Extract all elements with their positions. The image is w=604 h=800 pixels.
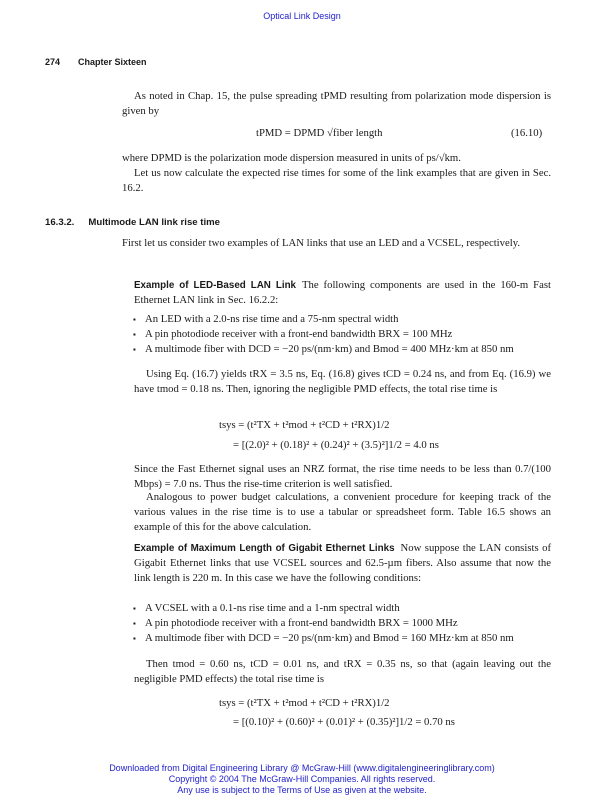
footer-copyright: Copyright © 2004 The McGraw-Hill Companies. All rights reserved.: [168, 774, 436, 784]
example2-calc: Then tmod = 0.60 ns, tCD = 0.01 ns, and tRX = 0.35 ns, so that (again leaving out the negligible PMD effects) the total rise time is: [134, 658, 551, 685]
list-item: ▪ A multimode fiber with DCD = −20 ps/(nm·km) and Bmod = 160 MHz·km at 850 nm: [133, 631, 573, 646]
example1-title: Example of LED-Based LAN Link: [134, 280, 296, 291]
footer-terms-link[interactable]: Any use is subject to the Terms of Use as given at the website.: [177, 785, 427, 795]
section-intro: First let us consider two examples of LAN links that use an LED and a VCSEL, respectively.: [122, 237, 521, 249]
intro-paragraph-2: Let us now calculate the expected rise times for some of the link examples that are given in Sec. 16.2.: [122, 167, 551, 194]
running-head: [45, 57, 147, 67]
chapter-title: Chapter Sixteen: [78, 57, 147, 67]
example2-equation-line2: = [(0.10)² + (0.60)² + (0.01)² + (0.35)²]1/2 = 0.70 ns: [233, 716, 455, 728]
list-item: ▪ A VCSEL with a 0.1-ns rise time and a 1-nm spectral width: [133, 601, 573, 616]
list-item: ▪ A pin photodiode receiver with a front-end bandwidth BRX = 100 MHz: [133, 327, 573, 342]
example1-lead: The following components are used in the 160-m Fast Ethernet LAN link in Sec. 16.2.2:: [134, 279, 551, 306]
section-number: 16.3.2.: [45, 217, 75, 228]
example2-equation-line1: tsys = (t²TX + t²mod + t²CD + t²RX)1/2: [219, 697, 390, 709]
example1-paragraph: [134, 278, 551, 308]
example2-lead: Now suppose the LAN consists of Gigabit Ethernet links that use VCSEL sources and 62.5-µm fibers. Also assume that now the link length is 220 m. In this case we have the following conditions:: [134, 542, 552, 584]
example1-equation-line1: tsys = (t²TX + t²mod + t²CD + t²RX)1/2: [219, 419, 390, 431]
example2-list: [133, 601, 573, 646]
example1-after: Since the Fast Ethernet signal uses an NRZ format, the rise time needs to be less than 0.7/(100 Mbps) = 7.0 ns. Thus the rise-time criterion is well satisfied.: [134, 463, 551, 490]
example1-equation-line2: = [(2.0)² + (0.18)² + (0.24)² + (3.5)²]1/2 = 4.0 ns: [233, 439, 439, 451]
equation-number: (16.10): [511, 127, 543, 139]
example2-title: Example of Maximum Length of Gigabit Ethernet Links: [134, 543, 395, 554]
example2-paragraph: [134, 541, 551, 586]
section-heading: [45, 217, 220, 228]
example1-calc: Using Eq. (16.7) yields tRX = 3.5 ns, Eq. (16.8) gives tCD = 0.24 ns, and from Eq. (16.9) we have tmod = 0.18 ns. Then, ignoring the negligible PMD effects, the total rise time is: [134, 368, 551, 395]
equation-16-10: tPMD = DPMD √fiber length: [256, 127, 383, 139]
page-number: 274: [45, 57, 61, 67]
top-banner-link[interactable]: Optical Link Design: [263, 11, 341, 21]
intro-where-line: where DPMD is the polarization mode dispersion measured in units of ps/√km.: [122, 152, 461, 164]
list-item: ▪ A pin photodiode receiver with a front-end bandwidth BRX = 1000 MHz: [133, 616, 573, 631]
list-item: ▪ An LED with a 2.0-ns rise time and a 75-nm spectral width: [133, 312, 573, 327]
intro-paragraph: As noted in Chap. 15, the pulse spreading tPMD resulting from polarization mode dispersion is given by: [122, 90, 551, 117]
footer: [0, 763, 604, 796]
footer-download-link[interactable]: Downloaded from Digital Engineering Library @ McGraw-Hill (www.digitalengineeringlibrary.com): [109, 763, 495, 773]
section-title: Multimode LAN link rise time: [88, 217, 221, 228]
example1-after-2: Analogous to power budget calculations, a convenient procedure for keeping track of the various values in the rise time is to use a tabular or spreadsheet form. Table 16.5 shows an example of this for the above calculation.: [134, 491, 551, 533]
example1-list: [133, 312, 573, 357]
list-item: ▪ A multimode fiber with DCD = −20 ps/(nm·km) and Bmod = 400 MHz·km at 850 nm: [133, 342, 573, 357]
